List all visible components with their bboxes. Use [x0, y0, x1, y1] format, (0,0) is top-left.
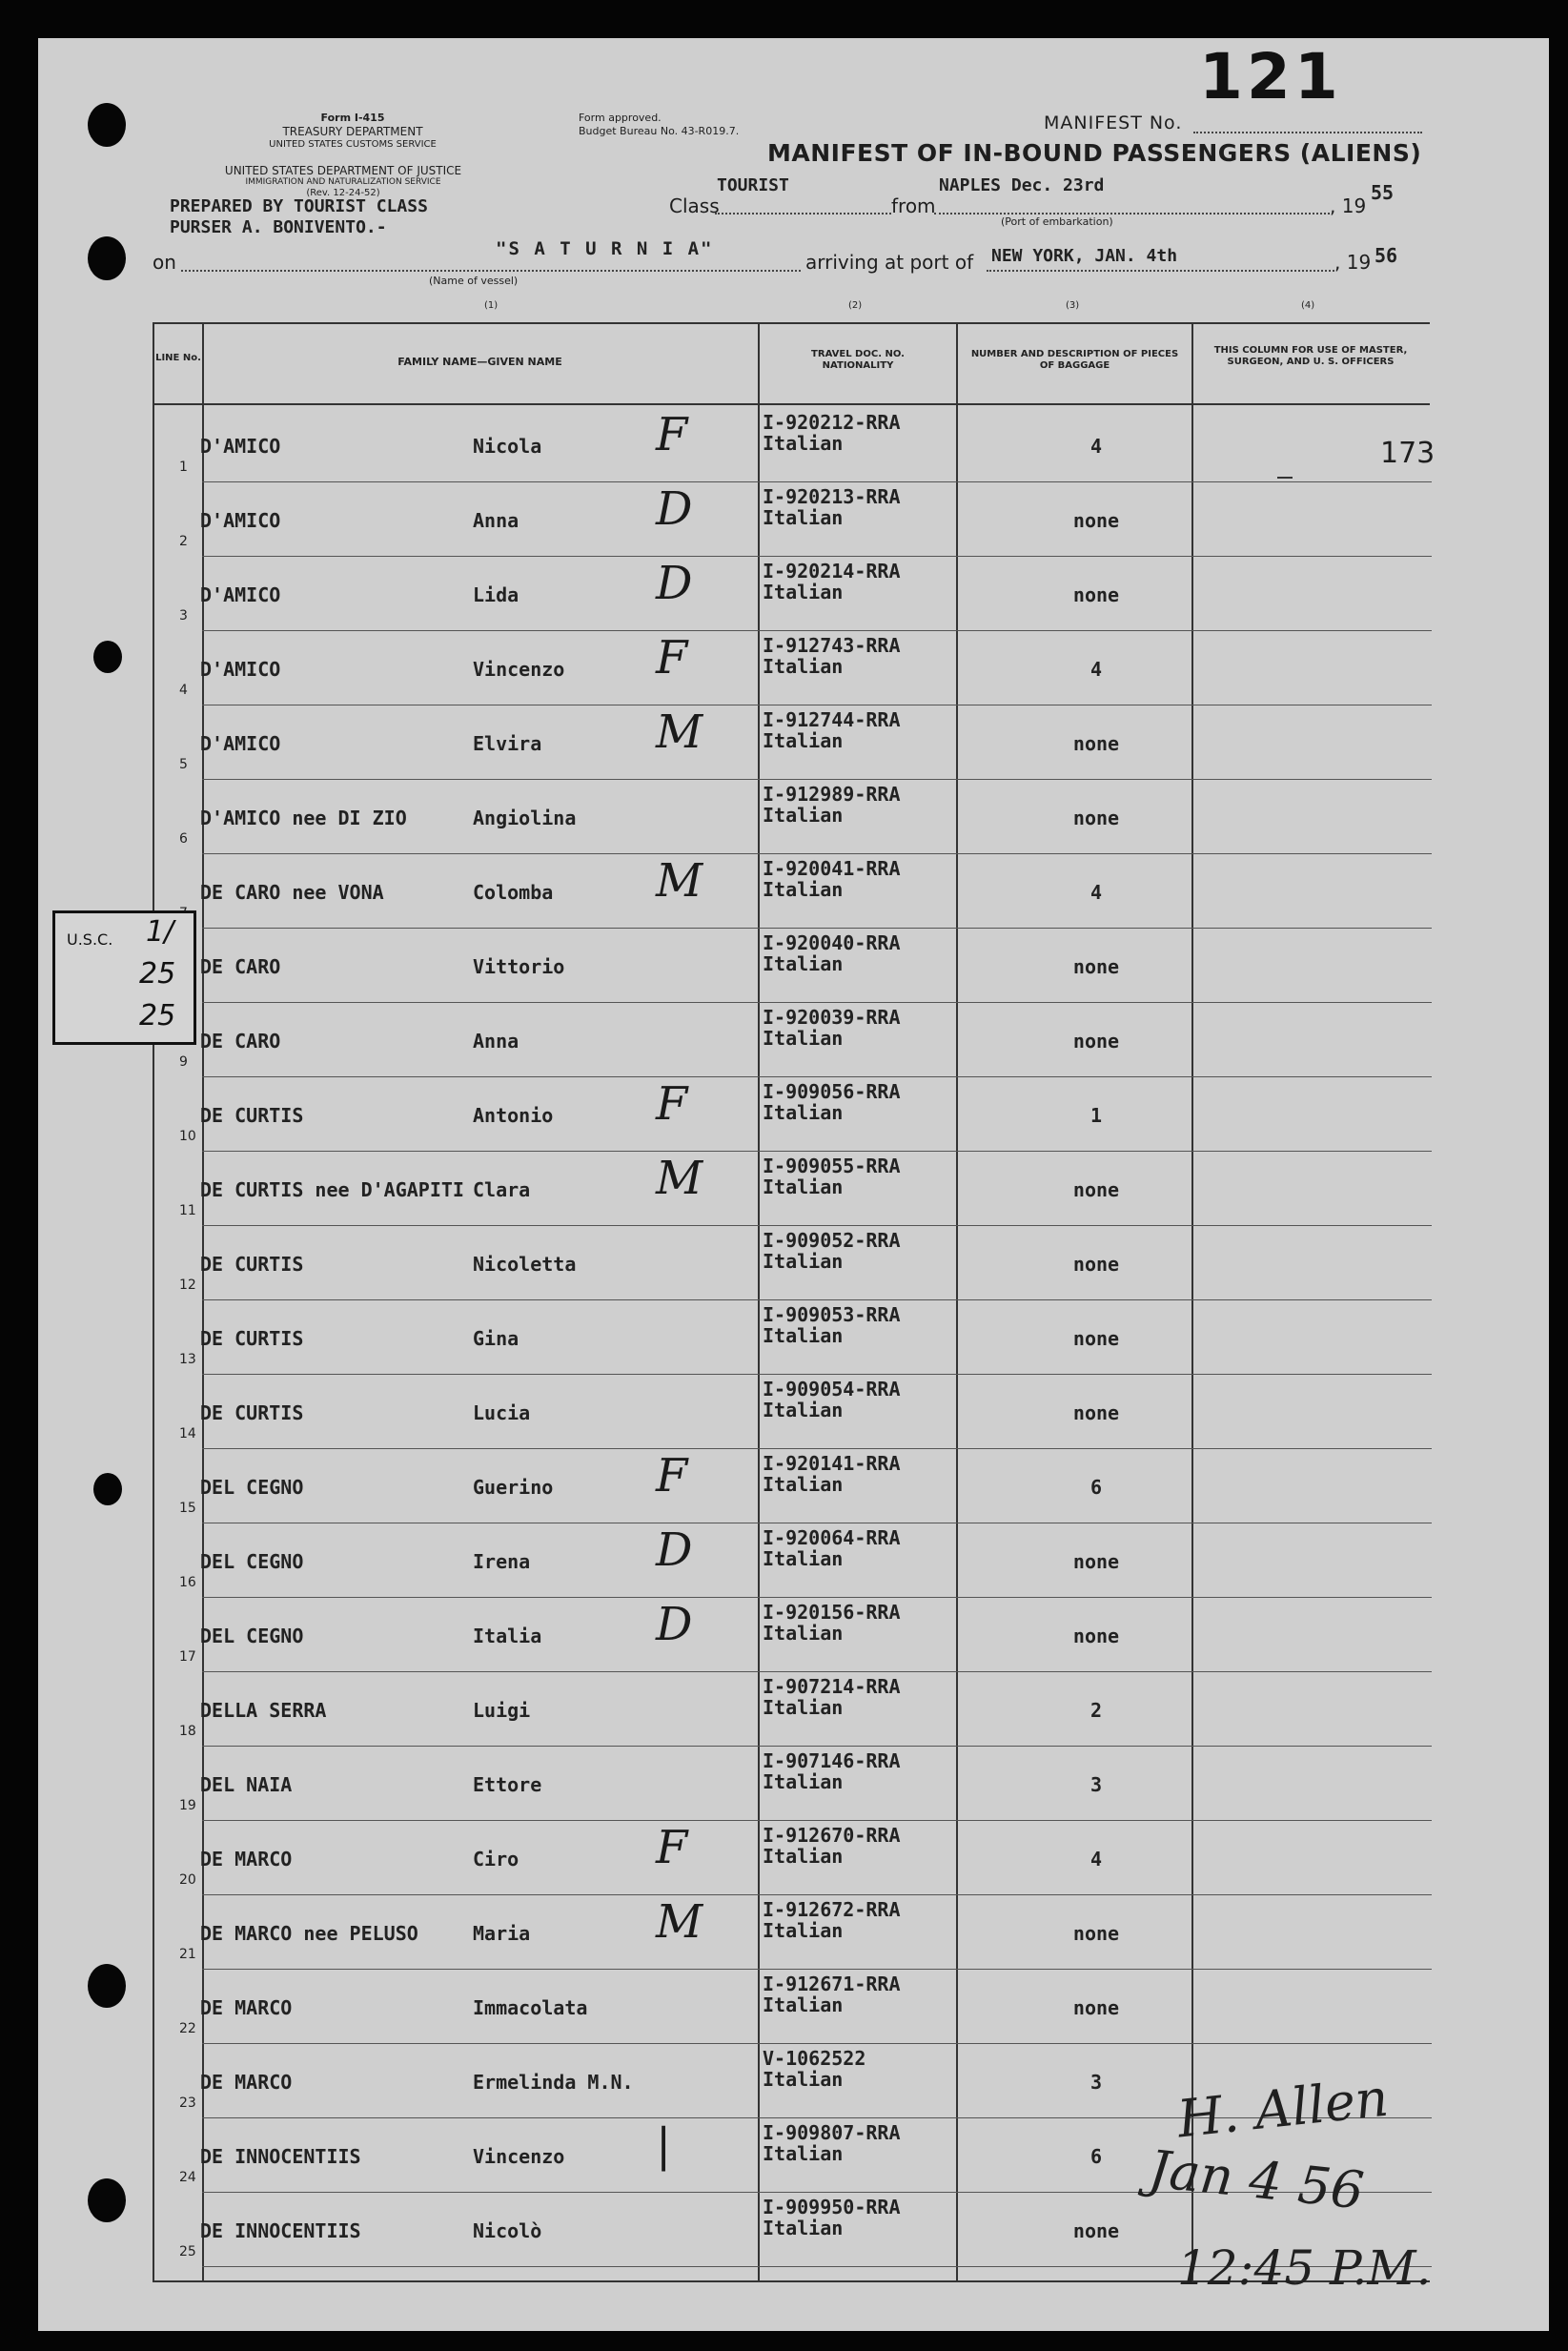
nationality: Italian	[763, 1993, 844, 2016]
line-number: 10	[179, 1129, 196, 1144]
travel-doc-number: V-1062522	[763, 2047, 866, 2070]
given-name: Vincenzo	[473, 2145, 565, 2168]
baggage-count: 3	[1089, 2071, 1103, 2094]
nationality: Italian	[763, 878, 844, 901]
table-row	[0, 1300, 1568, 1375]
given-name: Colomba	[473, 881, 554, 904]
baggage-count: 6	[1089, 1476, 1103, 1499]
table-row	[0, 1895, 1568, 1970]
stamp-value: 25	[139, 957, 176, 991]
form-approved: Form approved.	[579, 112, 662, 124]
ins-label: IMMIGRATION AND NATURALIZATION SERVICE	[245, 177, 441, 187]
line-number: 17	[179, 1649, 196, 1665]
nationality: Italian	[763, 2217, 844, 2239]
column-header-baggage: NUMBER AND DESCRIPTION OF PIECES OF BAGGAGE	[970, 349, 1179, 371]
line-number: 16	[179, 1575, 196, 1590]
nationality: Italian	[763, 1622, 844, 1645]
table-row	[0, 929, 1568, 1003]
punch-hole	[88, 236, 126, 280]
baggage-count: none	[1072, 955, 1120, 978]
given-name: Irena	[473, 1550, 531, 1573]
family-name: DE CURTIS	[200, 1401, 304, 1424]
given-name: Nicolò	[473, 2219, 542, 2242]
line-number: 23	[179, 2095, 196, 2111]
given-name: Guerino	[473, 1476, 554, 1499]
baggage-count: none	[1072, 509, 1120, 532]
dotted-line	[181, 270, 801, 272]
line-number: 12	[179, 1278, 196, 1293]
line-number: 24	[179, 2170, 196, 2185]
family-name: DE INNOCENTIIS	[200, 2145, 361, 2168]
manifest-title: MANIFEST OF IN-BOUND PASSENGERS (ALIENS)	[767, 139, 1422, 167]
stamp-mark: 1/	[146, 915, 174, 949]
nationality: Italian	[763, 655, 844, 678]
travel-doc-number: I-909055-RRA	[763, 1155, 901, 1177]
handwritten-mark: F	[656, 1821, 688, 1874]
baggage-count: none	[1072, 1922, 1120, 1945]
handwritten-mark: D	[656, 1523, 693, 1577]
from-value: NAPLES Dec. 23rd	[939, 175, 1105, 195]
handwritten-mark: D	[656, 482, 693, 536]
column-header-line: LINE No.	[155, 353, 201, 363]
family-name: DE CARO	[200, 955, 281, 978]
dotted-line	[934, 213, 1330, 215]
family-name: DE MARCO	[200, 1848, 293, 1871]
baggage-count: none	[1072, 1401, 1120, 1424]
stamp-total: 25	[139, 999, 176, 1032]
vessel-name: "S A T U R N I A"	[496, 238, 714, 259]
nationality: Italian	[763, 1027, 844, 1050]
given-name: Luigi	[473, 1699, 531, 1722]
line-number: 6	[179, 831, 188, 847]
port-embark-caption: (Port of embarkation)	[1001, 215, 1113, 228]
table-row	[0, 705, 1568, 780]
nationality: Italian	[763, 2142, 844, 2165]
baggage-count: none	[1072, 1625, 1120, 1647]
table-row	[0, 1672, 1568, 1747]
baggage-count: none	[1072, 1550, 1120, 1573]
year-embark: 55	[1371, 181, 1395, 204]
table-row	[0, 482, 1568, 557]
budget-bureau: Budget Bureau No. 43-R019.7.	[579, 125, 740, 137]
travel-doc-number: I-909052-RRA	[763, 1229, 901, 1252]
arriving-value: NEW YORK, JAN. 4th	[991, 246, 1178, 266]
nationality: Italian	[763, 432, 844, 455]
year-prefix: , 19	[1330, 194, 1367, 217]
family-name: D'AMICO	[200, 435, 281, 458]
column-header-doc: TRAVEL DOC. NO. NATIONALITY	[811, 349, 905, 371]
baggage-count: 4	[1089, 658, 1103, 681]
baggage-count: 4	[1089, 881, 1103, 904]
line-number: 2	[179, 534, 188, 549]
prepared-by: PREPARED BY TOURIST CLASS	[170, 196, 428, 216]
family-name: D'AMICO	[200, 732, 281, 755]
inspection-time: 12:45 P.M.	[1177, 2240, 1432, 2296]
given-name: Nicoletta	[473, 1253, 577, 1276]
baggage-count: none	[1072, 807, 1120, 829]
arriving-label: arriving at port of	[805, 251, 974, 274]
nationality: Italian	[763, 506, 844, 529]
given-name: Elvira	[473, 732, 542, 755]
table-row	[0, 1226, 1568, 1300]
table-row	[0, 1003, 1568, 1077]
column-number-4: (4)	[1301, 300, 1315, 311]
nationality: Italian	[763, 1547, 844, 1570]
given-name: Gina	[473, 1327, 519, 1350]
nationality: Italian	[763, 804, 844, 827]
baggage-count: none	[1072, 1253, 1120, 1276]
customs-label: UNITED STATES CUSTOMS SERVICE	[269, 139, 437, 150]
short-dash	[1277, 477, 1293, 479]
family-name: D'AMICO	[200, 658, 281, 681]
family-name: DE MARCO	[200, 2071, 293, 2094]
family-name: D'AMICO	[200, 509, 281, 532]
travel-doc-number: I-920039-RRA	[763, 1006, 901, 1029]
given-name: Ettore	[473, 1773, 542, 1796]
given-name: Maria	[473, 1922, 531, 1945]
stamp-label: U.S.C.	[67, 930, 113, 949]
family-name: DELLA SERRA	[200, 1699, 327, 1722]
line-number: 9	[179, 1054, 188, 1070]
given-name: Angiolina	[473, 807, 577, 829]
handwritten-mark: F	[656, 408, 688, 461]
table-row	[0, 408, 1568, 482]
baggage-count: none	[1072, 2219, 1120, 2242]
family-name: DEL CEGNO	[200, 1476, 304, 1499]
baggage-count: 6	[1089, 2145, 1103, 2168]
given-name: Nicola	[473, 435, 542, 458]
given-name: Ermelinda M.N.	[473, 2071, 634, 2094]
travel-doc-number: I-920213-RRA	[763, 485, 901, 508]
line-number: 25	[179, 2244, 196, 2259]
travel-doc-number: I-912672-RRA	[763, 1898, 901, 1921]
handwritten-mark: |	[656, 2118, 672, 2172]
travel-doc-number: I-907146-RRA	[763, 1749, 901, 1772]
year-arrival: 56	[1375, 244, 1398, 267]
punch-hole	[88, 103, 126, 147]
family-name: DE CURTIS	[200, 1253, 304, 1276]
family-name: DE CURTIS nee D'AGAPITI	[200, 1178, 464, 1201]
table-row	[0, 1821, 1568, 1895]
handwritten-mark: D	[656, 557, 693, 610]
nationality: Italian	[763, 729, 844, 752]
handwritten-mark: M	[656, 705, 703, 759]
family-name: D'AMICO nee DI ZIO	[200, 807, 407, 829]
given-name: Immacolata	[473, 1996, 588, 2019]
given-name: Lida	[473, 583, 519, 606]
manifest-no-label: MANIFEST No.	[1044, 112, 1183, 133]
inspection-date: Jan 4 56	[1146, 2138, 1367, 2221]
class-value: TOURIST	[717, 175, 789, 195]
travel-doc-number: I-920041-RRA	[763, 857, 901, 880]
travel-doc-number: I-912743-RRA	[763, 634, 901, 657]
travel-doc-number: I-912744-RRA	[763, 708, 901, 731]
dotted-line	[987, 270, 1334, 272]
dotted-line	[1193, 132, 1422, 133]
handwritten-mark: M	[656, 1152, 703, 1205]
revision-label: (Rev. 12-24-52)	[306, 188, 380, 198]
given-name: Vincenzo	[473, 658, 565, 681]
column-number-1: (1)	[484, 300, 499, 311]
column-number-3: (3)	[1066, 300, 1080, 311]
line-number: 14	[179, 1426, 196, 1441]
baggage-count: none	[1072, 1996, 1120, 2019]
baggage-count: 3	[1089, 1773, 1103, 1796]
table-row	[0, 1449, 1568, 1523]
class-label: Class	[669, 194, 720, 217]
nationality: Italian	[763, 1770, 844, 1793]
table-row	[0, 1523, 1568, 1598]
baggage-count: none	[1072, 732, 1120, 755]
line-number: 19	[179, 1798, 196, 1813]
table-row	[0, 1375, 1568, 1449]
header-bottom-border	[153, 403, 1430, 405]
given-name: Anna	[473, 509, 519, 532]
family-name: D'AMICO	[200, 583, 281, 606]
family-name: DE MARCO	[200, 1996, 293, 2019]
dotted-line	[715, 213, 891, 215]
table-row	[0, 1598, 1568, 1672]
baggage-count: 2	[1089, 1699, 1103, 1722]
nationality: Italian	[763, 1250, 844, 1273]
travel-doc-number: I-909807-RRA	[763, 2121, 901, 2144]
family-name: DEL NAIA	[200, 1773, 293, 1796]
table-row	[0, 1747, 1568, 1821]
table-row	[0, 1077, 1568, 1152]
nationality: Italian	[763, 1473, 844, 1496]
table-row	[0, 854, 1568, 929]
inspector-signature: H. Allen	[1174, 2067, 1392, 2150]
travel-doc-number: I-909054-RRA	[763, 1378, 901, 1400]
travel-doc-number: I-920064-RRA	[763, 1526, 901, 1549]
table-row	[0, 557, 1568, 631]
nationality: Italian	[763, 1101, 844, 1124]
table-top-border	[153, 322, 1430, 324]
nationality: Italian	[763, 1176, 844, 1198]
table-row	[0, 1152, 1568, 1226]
vessel-caption: (Name of vessel)	[429, 275, 519, 287]
line-number: 13	[179, 1352, 196, 1367]
line-number: 1	[179, 460, 188, 475]
family-name: DE CARO nee VONA	[200, 881, 384, 904]
given-name: Anna	[473, 1030, 519, 1053]
baggage-count: none	[1072, 583, 1120, 606]
treasury-label: TREASURY DEPARTMENT	[282, 125, 423, 138]
travel-doc-number: I-909950-RRA	[763, 2196, 901, 2218]
family-name: DE MARCO nee PELUSO	[200, 1922, 418, 1945]
handwritten-mark: M	[656, 854, 703, 908]
nationality: Italian	[763, 1919, 844, 1942]
family-name: DE CURTIS	[200, 1327, 304, 1350]
given-name: Clara	[473, 1178, 531, 1201]
table-row	[0, 631, 1568, 705]
nationality: Italian	[763, 581, 844, 603]
travel-doc-number: I-912989-RRA	[763, 783, 901, 806]
line-number: 22	[179, 2021, 196, 2036]
travel-doc-number: I-920212-RRA	[763, 411, 901, 434]
family-name: DEL CEGNO	[200, 1625, 304, 1647]
family-name: DE CURTIS	[200, 1104, 304, 1127]
travel-doc-number: I-912671-RRA	[763, 1973, 901, 1995]
given-name: Antonio	[473, 1104, 554, 1127]
nationality: Italian	[763, 1399, 844, 1421]
line-number: 4	[179, 683, 188, 698]
baggage-count: none	[1072, 1030, 1120, 1053]
given-name: Ciro	[473, 1848, 519, 1871]
table-row	[0, 1970, 1568, 2044]
travel-doc-number: I-909053-RRA	[763, 1303, 901, 1326]
line-number: 21	[179, 1947, 196, 1962]
form-number: Form I-415	[320, 112, 385, 124]
handwritten-mark: D	[656, 1598, 693, 1651]
baggage-count: none	[1072, 1178, 1120, 1201]
side-count: 173	[1380, 437, 1436, 470]
line-number: 11	[179, 1203, 196, 1218]
manifest-number: 121	[1199, 40, 1342, 113]
handwritten-mark: F	[656, 631, 688, 685]
handwritten-mark: F	[656, 1077, 688, 1131]
nationality: Italian	[763, 952, 844, 975]
given-name: Vittorio	[473, 955, 565, 978]
family-name: DE INNOCENTIIS	[200, 2219, 361, 2242]
given-name: Italia	[473, 1625, 542, 1647]
travel-doc-number: I-907214-RRA	[763, 1675, 901, 1698]
travel-doc-number: I-920214-RRA	[763, 560, 901, 583]
nationality: Italian	[763, 1324, 844, 1347]
year-prefix: , 19	[1334, 251, 1372, 274]
line-number: 15	[179, 1501, 196, 1516]
travel-doc-number: I-909056-RRA	[763, 1080, 901, 1103]
line-number: 18	[179, 1724, 196, 1739]
handwritten-mark: M	[656, 1895, 703, 1949]
baggage-count: 1	[1089, 1104, 1103, 1127]
travel-doc-number: I-920040-RRA	[763, 931, 901, 954]
handwritten-mark: F	[656, 1449, 688, 1503]
travel-doc-number: I-912670-RRA	[763, 1824, 901, 1847]
column-header-official: THIS COLUMN FOR USE OF MASTER, SURGEON, AND U. S. OFFICERS	[1213, 345, 1408, 367]
given-name: Lucia	[473, 1401, 531, 1424]
line-number: 20	[179, 1872, 196, 1888]
table-row	[0, 780, 1568, 854]
tally-stamp	[52, 910, 196, 1045]
family-name: DEL CEGNO	[200, 1550, 304, 1573]
column-header-name: FAMILY NAME—GIVEN NAME	[397, 356, 562, 368]
baggage-count: none	[1072, 1327, 1120, 1350]
line-number: 5	[179, 757, 188, 772]
travel-doc-number: I-920141-RRA	[763, 1452, 901, 1475]
from-label: from	[891, 194, 936, 217]
nationality: Italian	[763, 2068, 844, 2091]
family-name: DE CARO	[200, 1030, 281, 1053]
nationality: Italian	[763, 1696, 844, 1719]
travel-doc-number: I-920156-RRA	[763, 1601, 901, 1624]
on-label: on	[153, 251, 176, 274]
column-number-2: (2)	[848, 300, 863, 311]
baggage-count: 4	[1089, 435, 1103, 458]
justice-label: UNITED STATES DEPARTMENT OF JUSTICE	[224, 164, 462, 177]
nationality: Italian	[763, 1845, 844, 1868]
line-number: 3	[179, 608, 188, 624]
baggage-count: 4	[1089, 1848, 1103, 1871]
purser-name: PURSER A. BONIVENTO.-	[170, 217, 387, 237]
